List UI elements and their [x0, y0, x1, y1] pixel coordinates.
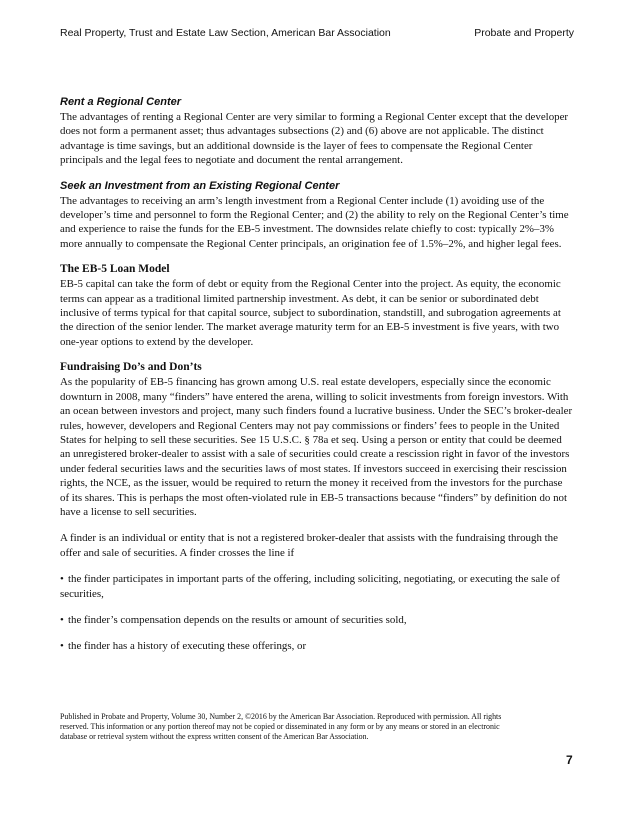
bullet-icon: •	[60, 573, 64, 586]
running-header	[60, 27, 574, 39]
paragraph: The advantages to receiving an arm’s length investment from a Regional Center include (1) avoiding use of the developer’s time and personnel to form the Regional Center; and (2) the ability to rely on the Regional Center’s time and experience to raise the funds for the EB-5 investment. The downsides relate chiefly to cost: typically 2%–3% more annually to compensate the Regional Center principals, an origination fee of 1.5%–2%, and higher legal fees.	[60, 194, 569, 250]
section-fundraising	[60, 361, 574, 654]
section-heading: Rent a Regional Center	[60, 96, 182, 108]
paragraph: A finder is an individual or entity that is not a registered broker-dealer that assists with the fundraising through the offer and sale of securities. A finder crosses the line if	[60, 532, 558, 559]
section-seek-investment	[60, 180, 574, 252]
header-journal: Probate and Property	[474, 27, 574, 39]
list-item-text: the finder has a history of executing these offerings, or	[68, 640, 307, 653]
copyright-footer: Published in Probate and Property, Volume 30, Number 2, ©2016 by the American Bar Association. Reproduced with permission. All rights reserved. This information or any portion thereof may not be copied or disseminated in any form or by any means or stored in an electronic database or retrieval system without the express written consent of the American Bar Association.	[60, 712, 502, 741]
article-body	[60, 96, 574, 666]
list-item-text: the finder’s compensation depends on the results or amount of securities sold,	[68, 613, 407, 626]
list-item	[60, 613, 574, 627]
list-item	[60, 572, 574, 601]
header-publisher: Real Property, Trust and Estate Law Section, American Bar Association	[60, 27, 391, 39]
paragraph: The advantages of renting a Regional Center are very similar to forming a Regional Center except that the developer does not form a permanent asset; thus advantages subsections (2) and (6) above are not applicable. The distinct advantage is time savings, but an additional downside is the layer of fees to compensate the Regional Center principals and the legal fees to negotiate and document the rental arrangement.	[60, 111, 569, 167]
section-heading: Seek an Investment from an Existing Regional Center	[60, 179, 340, 192]
bullet-icon: •	[60, 613, 64, 626]
list-item	[60, 639, 574, 653]
list-item-text: the finder participates in important parts of the offering, including soliciting, negotiating, or executing the sale of securities,	[60, 573, 560, 600]
bullet-icon: •	[60, 640, 64, 653]
section-heading: Fundraising Do’s and Don’ts	[60, 361, 202, 374]
section-loan-model	[60, 263, 574, 349]
section-rent	[60, 96, 574, 168]
page-number: 7	[566, 753, 573, 767]
paragraph: EB-5 capital can take the form of debt or equity from the Regional Center into the project. As equity, the economic terms can appear as a traditional limited partnership investment. As debt, it can be senior or subordinated debt inclusive of terms typical for that capital source, subject to subordination, standstill, and subrogation agreements at the direction of the senior lender. The market average maturity term for an EB-5 investment is five years, with two one-year options to extend by the developer.	[60, 278, 561, 348]
paragraph: As the popularity of EB-5 financing has grown among U.S. real estate developers, especially since the economic downturn in 2008, many “finders” have entered the arena, willing to solicit investments from foreign investors. With an ocean between investors and project, many such finders found a lucrative business. Under the SEC’s broker-dealer rules, however, developers and Regional Centers may not pay commissions or finders’ fees to people in the United States for helping to sell these securities. See 15 U.S.C. § 78a et seq. Using a person or entity that could be deemed an unregistered broker-dealer to assist with a sale of securities could create a rescission right in favor of the investors under federal securities laws and the securities laws of most states. If investors succeed in exercising their rescission rights, the NCE, as the issuer, would be required to return the money it received from the investors for the purchase of its shares. This is perhaps the most often-violated rule in EB-5 transactions because “finders” by definition do not have a license to sell securities.	[60, 376, 573, 518]
finder-criteria-list	[60, 572, 574, 654]
section-heading: The EB-5 Loan Model	[60, 263, 170, 276]
